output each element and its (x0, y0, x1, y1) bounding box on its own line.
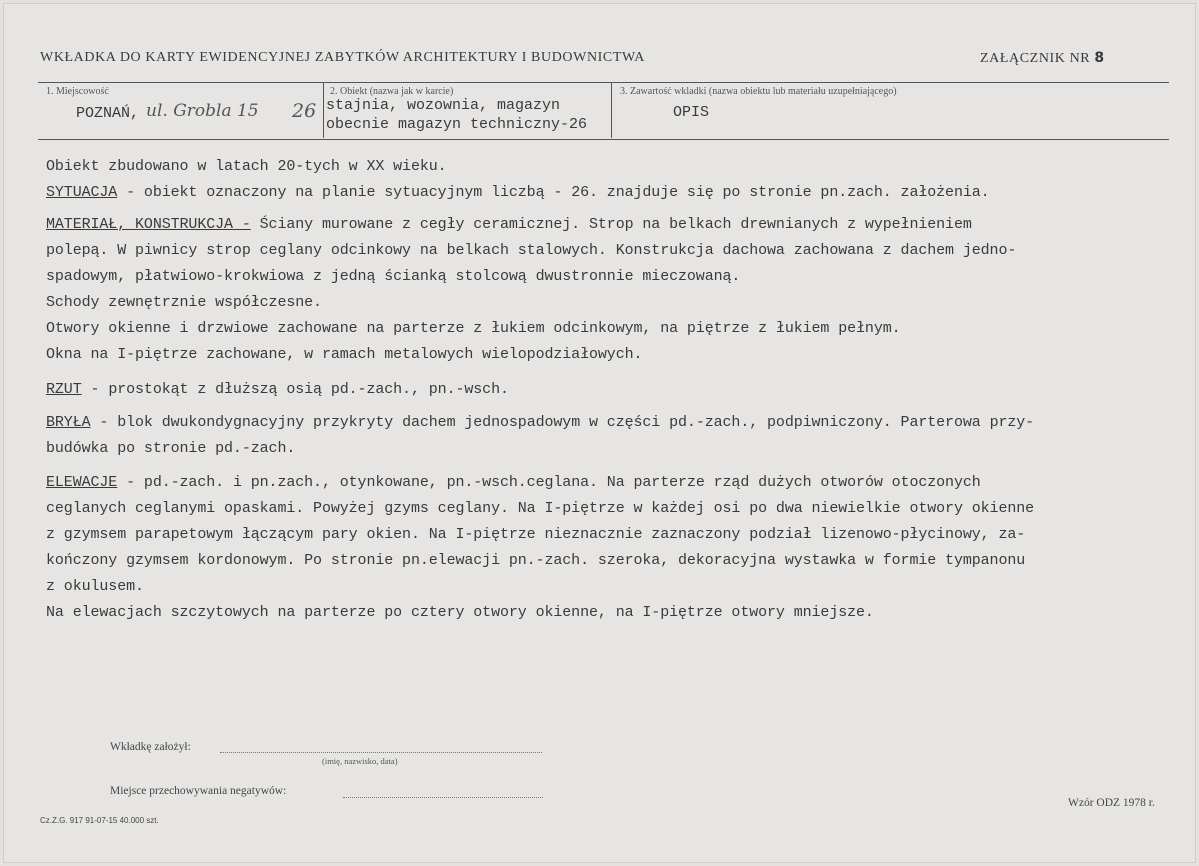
body-line: spadowym, płatwiowo-krokwiowa z jedną ścianką stolcową dwustronnie mieczowaną. (46, 268, 741, 285)
field-object-line2: obecnie magazyn techniczny-26 (326, 116, 588, 133)
body-line: kończony gzymsem kordonowym. Po stronie pn.elewacji pn.-zach. szeroka, dekoracyjna wystawka w formie tympanonu (46, 552, 1026, 569)
body-line: Na elewacjach szczytowych na parterze po cztery otwory okienne, na I-piętrze otwory mniejsze. (46, 604, 874, 621)
storage-label: Miejsce przechowywania negatywów: (110, 785, 287, 797)
body-line: budówka po stronie pd.-zach. (46, 440, 296, 457)
attachment-label: ZAŁĄCZNIK NR (980, 51, 1091, 66)
section-text: - blok dwukondygnacyjny przykryty dachem jednospadowym w części pd.-zach., podpiwniczony. Parterowa przy- (90, 414, 1035, 431)
field-divider (611, 82, 612, 138)
body-line-situation (46, 184, 990, 201)
body-line: Otwory okienne i drzwiowe zachowane na parterze z łukiem odcinkowym, na piętrze z łukiem pełnym. (46, 320, 901, 337)
founder-label: Wkładkę założył: (110, 741, 191, 753)
section-heading: BRYŁA (46, 414, 91, 431)
attachment-number-value: 8 (1094, 50, 1105, 66)
body-line: Okna na I-piętrze zachowane, w ramach metalowych wielopodziałowych. (46, 346, 643, 363)
field-locality-number: 26 (292, 100, 317, 122)
body-line-plan (46, 381, 509, 398)
field-object-label: 2. Obiekt (nazwa jak w karcie) (330, 86, 454, 97)
field-divider (323, 82, 324, 138)
founder-hint: (imię, nazwisko, data) (322, 756, 398, 766)
section-heading: SYTUACJA (46, 184, 118, 201)
storage-dotted-line (343, 797, 543, 798)
founder-dotted-line (220, 752, 542, 753)
body-line-massing (46, 414, 1034, 431)
body-line: z gzymsem parapetowym łączącym pary okien. Na I-piętrze nieznacznie zaznaczony podział lizenowo-płycinowy, za- (46, 526, 1026, 543)
body-line-material (46, 216, 972, 233)
section-text: - pd.-zach. i pn.zach., otynkowane, pn.-wsch.ceglana. Na parterze rząd dużych otworów otoczonych (117, 474, 981, 491)
body-line: polepą. W piwnicy strop ceglany odcinkowy na belkach stalowych. Konstrukcja dachowa zachowana z dachem jedno- (46, 242, 1017, 259)
body-line: Schody zewnętrznie współczesne. (46, 294, 322, 311)
section-text: Ściany murowane z cegły ceramicznej. Strop na belkach drewnianych z wypełnieniem (250, 216, 972, 233)
field-locality-label: 1. Miejscowość (46, 86, 109, 97)
field-locality-handwritten: ul. Grobla 15 (146, 101, 259, 121)
field-object-line1: stajnia, wozownia, magazyn (326, 97, 561, 114)
body-line: Obiekt zbudowano w latach 20-tych w XX wieku. (46, 158, 447, 175)
section-heading: RZUT (46, 381, 82, 398)
section-text: - prostokąt z dłuższą osią pd.-zach., pn.-wsch. (81, 381, 509, 398)
field-content-label: 3. Zawartość wkladki (nazwa obiektu lub materiału uzupełniającego) (620, 86, 897, 97)
field-content-value: OPIS (673, 104, 710, 121)
section-heading: ELEWACJE (46, 474, 118, 491)
body-line: z okulusem. (46, 578, 144, 595)
body-line: ceglanych ceglanymi opaskami. Powyżej gzyms ceglany. Na I-piętrze w każdej osi po dwa niewielkie otwory okienne (46, 500, 1035, 517)
section-text: - obiekt oznaczony na planie sytuacyjnym liczbą - 26. znajduje się po stronie pn.zach. założenia. (117, 184, 990, 201)
print-info: Cz.Z.G. 917 91-07-15 40.000 szt. (40, 816, 159, 825)
section-heading: MATERIAŁ, KONSTRUKCJA - (46, 216, 251, 233)
card-title: WKŁADKA DO KARTY EWIDENCYJNEJ ZABYTKÓW ARCHITEKTURY I BUDOWNICTWA (40, 50, 645, 65)
body-line-elevations (46, 474, 981, 491)
field-locality-value: POZNAŃ, (76, 105, 140, 122)
attachment-number (980, 50, 1105, 67)
template-note: Wzór ODZ 1978 r. (1068, 797, 1155, 809)
